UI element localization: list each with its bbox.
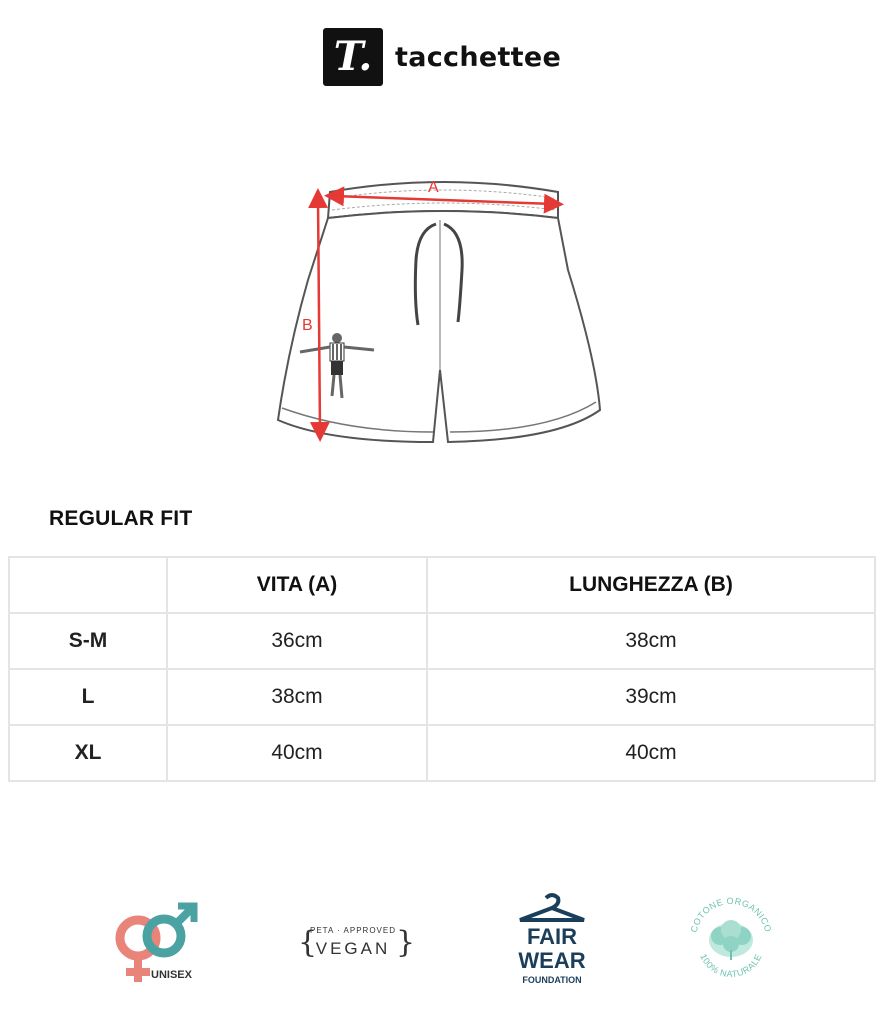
fairwear-line3: FOUNDATION: [522, 975, 582, 985]
vita-cell: 36cm: [167, 613, 427, 669]
table-row: [9, 669, 875, 725]
logo-letter: T.: [333, 33, 373, 80]
unisex-label: UNISEX: [151, 969, 192, 981]
table-row: [9, 613, 875, 669]
table-header-lunghezza: LUNGHEZZA (B): [427, 557, 875, 613]
table-row: [9, 725, 875, 781]
size-cell: S-M: [9, 613, 167, 669]
lunghezza-cell: 39cm: [427, 669, 875, 725]
vegan-top: PETA · APPROVED: [310, 926, 396, 935]
size-cell: XL: [9, 725, 167, 781]
size-cell: L: [9, 669, 167, 725]
organic-cotton-badge: [684, 892, 778, 986]
organic-top: COTONE ORGANICO: [688, 895, 774, 934]
lunghezza-cell: 40cm: [427, 725, 875, 781]
table-header-empty: [9, 557, 167, 613]
fairwear-line1: FAIR: [526, 924, 578, 949]
vegan-badge: [296, 918, 416, 966]
shorts-diagram: [268, 170, 618, 460]
table-header-vita: VITA (A): [167, 557, 427, 613]
fairwear-badge: [514, 892, 590, 988]
table-header-row: [9, 557, 875, 613]
vita-cell: 38cm: [167, 669, 427, 725]
vita-cell: 40cm: [167, 725, 427, 781]
fairwear-line2: WEAR: [518, 948, 586, 973]
label-a: A: [428, 179, 439, 196]
shorts-body: [278, 211, 600, 442]
svg-text:}: }: [396, 925, 416, 960]
unisex-badge: [108, 898, 200, 990]
brand-name: tacchettee: [395, 41, 562, 73]
fit-title: REGULAR FIT: [49, 507, 193, 530]
cotton-flower-icon: [709, 920, 753, 960]
svg-text:{: {: [298, 925, 318, 960]
hanger-icon: [520, 895, 584, 920]
size-table: [8, 556, 876, 782]
lunghezza-cell: 38cm: [427, 613, 875, 669]
label-b: B: [302, 317, 313, 334]
vegan-label: VEGAN: [315, 939, 391, 958]
organic-bottom: 100% NATURALE: [698, 952, 764, 980]
logo-mark: [323, 28, 383, 86]
brand-logo: [323, 28, 561, 86]
